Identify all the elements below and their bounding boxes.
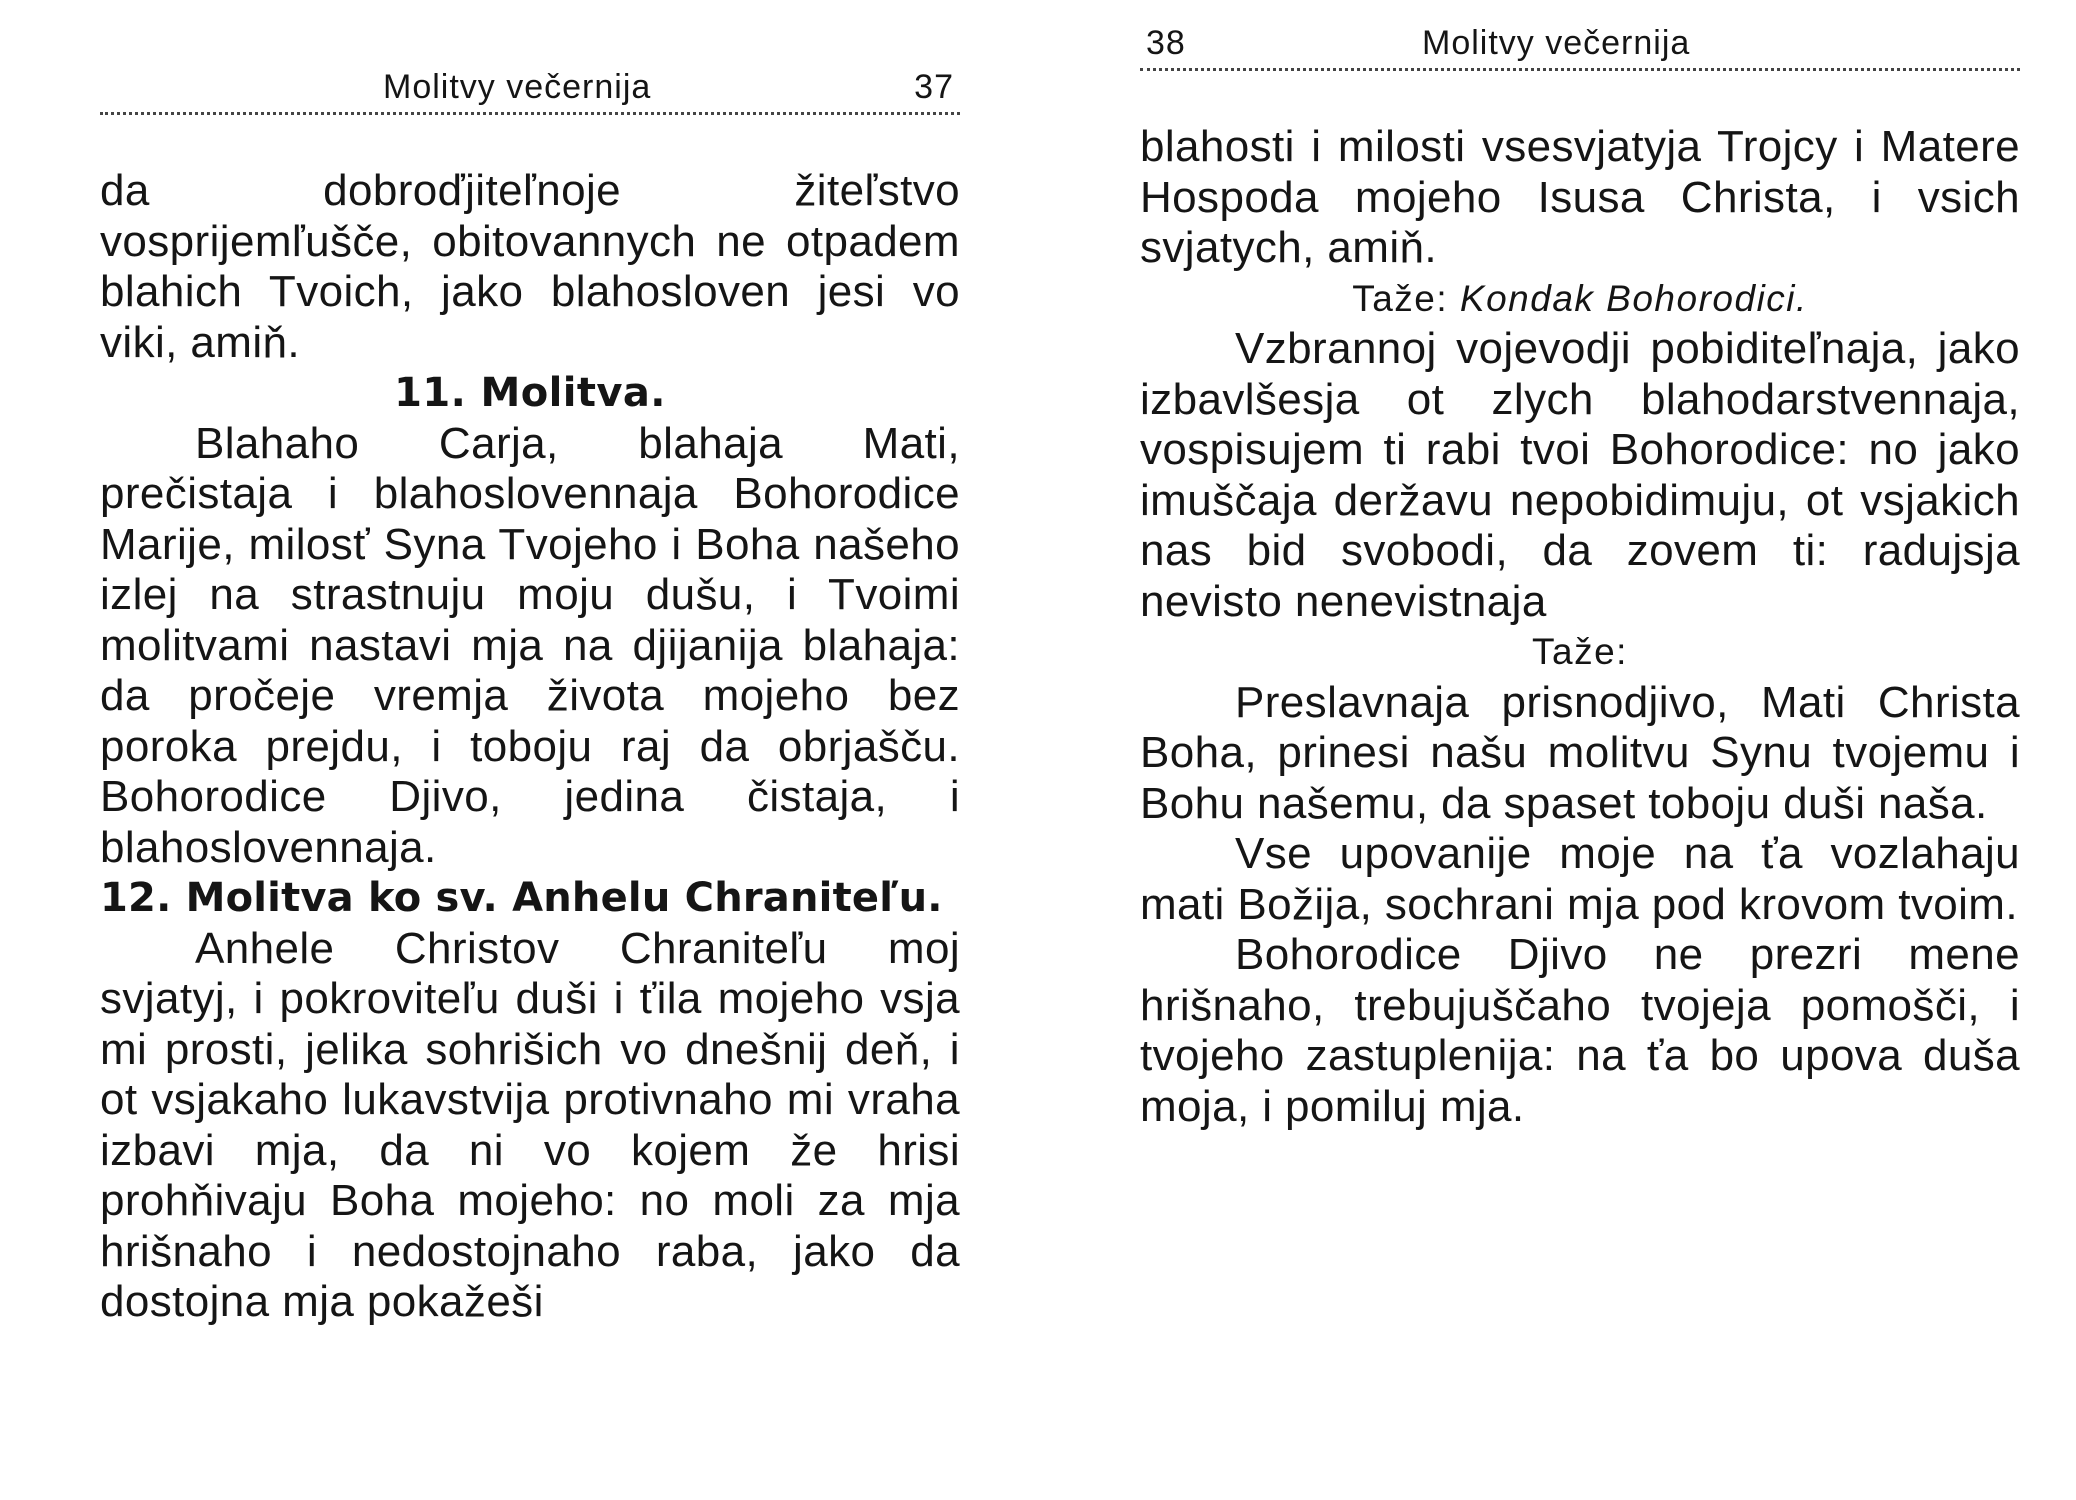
kondak-paragraph: Vzbrannoj vojevodji pobiditeľnaja, jako izbavlšesja ot zlych blahodarstvennaja, vospisujem ti rabi tvoi Bohorodice: no jako imuščaja deržavu nepobidimuju, ot vsjakich nas bid svobodi, da zovem ti: radujsja nevisto nenevistnaja [1140,324,2020,626]
taze-label: Taže: [1532,631,1628,672]
right-continuation-paragraph: blahosti i milosti vsesvjatyja Trojcy i Matere Hospoda mojeho Isusa Christa, i vsich svjatych, amiň. [1140,122,2020,272]
left-text-column [100,166,960,1328]
kondak-label-title: Kondak Bohorodici. [1459,277,1808,319]
right-page [1040,0,2076,1500]
kondak-label-prefix: Taže: [1352,277,1449,319]
left-page-number: 37 [914,68,954,106]
right-page-number: 38 [1146,24,1186,62]
left-running-title: Molitvy večernija [383,68,652,106]
prayer-12-paragraph: Anhele Christov Chraniteľu moj svjatyj, i pokroviteľu duši i ťila mojeho vsja mi prosti, jelika sohrišich vo dnešnij deň, i ot vsjakaho lukavstvija protivnaho mi vraha izbavi mja, da ni vo kojem že hrisi prohňivaju Boha mojeho: no moli za mja hrišnaho i nedostojnaho raba, jako da dostojna mja pokažeši [100,923,960,1326]
heading-prayer-12: 12. Molitva ko sv. Anhelu Chraniteľu. [100,875,943,921]
left-continuation-paragraph: da dobroďjiteľnoje žiteľstvo vosprijemľušče, obitovannych ne otpadem blahich Tvoich, jako blahosloven jesi vo viki, amiň. [100,166,960,367]
left-running-head [100,62,960,115]
right-text-column [1140,122,2020,1132]
heading-prayer-11: 11. Molitva. [394,370,666,416]
prayer-11-paragraph: Blahaho Carja, blahaja Mati, prečistaja i blahoslovennaja Bohorodice Marije, milosť Syna Tvojeho i Boha našeho izlej na strastnuju moju dušu, i Tvoimi molitvami nastavi mja na djijanija blahaja: da pročeje vremja života mojeho bez poroka prejdu, i toboju raj da obrjašču. Bohorodice Djivo, jedina čistaja, i blahoslovennaja. [100,418,960,872]
prayer-preslavnaja-paragraph: Preslavnaja prisnodjivo, Mati Christa Boha, prinesi našu molitvu Synu tvojemu i Bohu našemu, da spaset toboju duši naša. [1140,677,2020,828]
prayer-upovanije-paragraph: Vse upovanije moje na ťa vozlahaju mati Božija, sochrani mja pod krovom tvoim. [1140,829,2020,929]
right-running-head [1140,18,2020,71]
prayer-bohorodice-paragraph: Bohorodice Djivo ne prezri mene hrišnaho, trebujuščaho tvojeja pomošči, i tvojeho zastuplenija: na ťa bo upova duša moja, i pomiluj mja. [1140,930,2020,1131]
right-running-title: Molitvy večernija [1422,24,1691,62]
kondak-label [1140,274,2020,325]
